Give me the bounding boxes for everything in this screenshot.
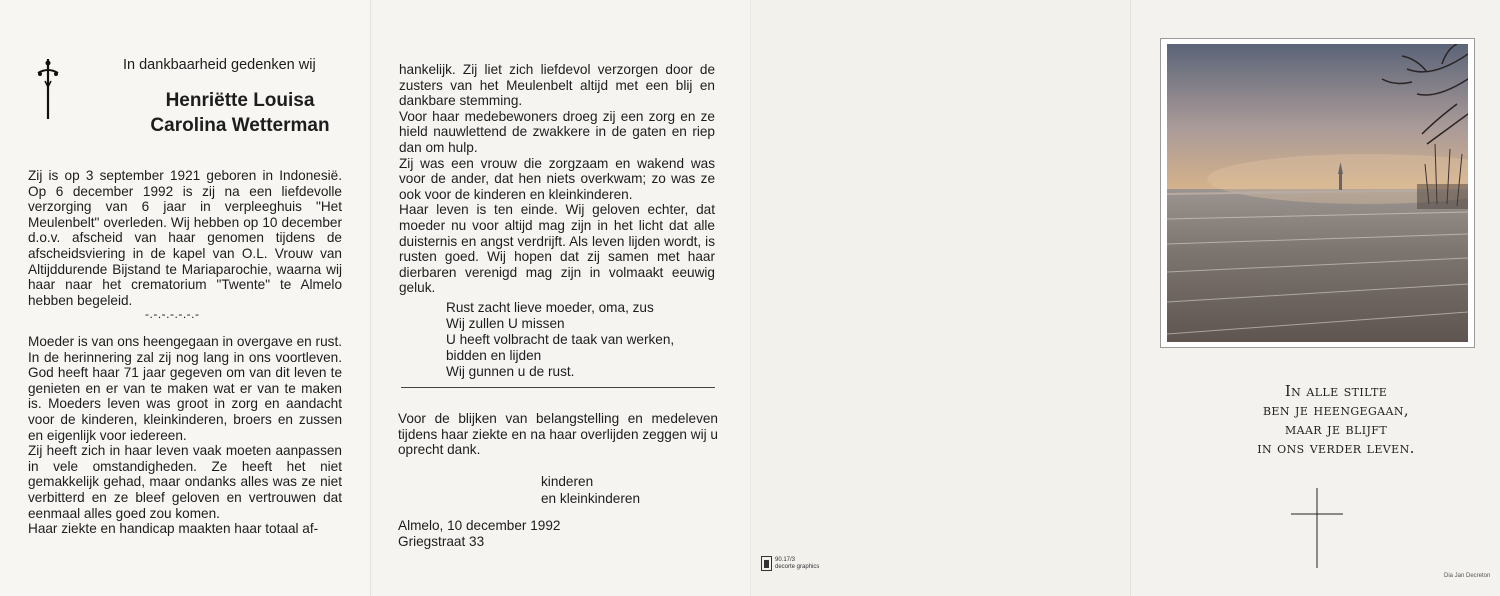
place-and-address [398, 518, 560, 550]
printer-name: decorte graphics [775, 563, 820, 570]
divider-line [401, 387, 715, 388]
verse-line-4: in ons verder leven. [1257, 439, 1415, 457]
text-separator: -.-.-.-.-.-.- [145, 307, 200, 321]
address: Griegstraat 33 [398, 534, 485, 549]
intro-line: In dankbaarheid gedenken wij [123, 57, 316, 73]
residents-paragraph: Voor haar medebewoners droeg zij een zorg en ze hield nauwlettend de zwakkere in de gaten en riep dan om hulp. [399, 108, 715, 155]
crucifix-icon [37, 57, 59, 121]
thanks-paragraph: Voor de blijken van belangstelling en medeleven tijdens haar ziekte en na haar overlijden zeggen wij u oprecht dank. [398, 411, 718, 458]
signature [541, 473, 640, 507]
life-paragraph [28, 168, 342, 308]
printer-text [775, 557, 819, 571]
signature-line: en kleinkinderen [541, 491, 640, 506]
birth-death-paragraph: Zij is op 3 september 1921 geboren in Indonesië. Op 6 december 1992 is zij na een liefdevolle verzorging van 6 jaar in verpleeghuis "Het Meulenbelt" overleden. Wij hebben op 10 december d.o.v. afscheid van haar genomen tijdens de afscheidsviering in de kapel van O.L. Vrouw van Altijddurende Bijstand te Mariaparochie, waarna wij haar naar het crematorium "Twente" te Almelo hebben begeleid. [28, 168, 342, 308]
memory-paragraph: Moeder is van ons heengegaan in overgave en rust. In de herinnering zal zij nog lang in ons voortleven. God heeft haar 71 jaar gegeven om van dit leven te genieten en er van te maken wat er van te maken is. Moeders leven was groot in zorg en aandacht voor de kinderen, kleinkinderen, broers en zussen en eigenlijk voor iedereen. [28, 334, 342, 443]
printer-mark [761, 556, 819, 571]
verse-line-1: In alle stilte [1284, 382, 1388, 400]
deceased-name-line1: Henriëtte Louisa [165, 90, 315, 111]
signature-line: kinderen [541, 474, 594, 489]
winter-field-image [1167, 44, 1468, 342]
photo-frame [1160, 38, 1475, 348]
thanks-text [398, 411, 718, 458]
card-panel-2 [370, 0, 750, 596]
care-paragraph: hankelijk. Zij liet zich liefdevol verzorgen door de zusters van het Meulenbelt altijd met een blij en dankbare stemming. [399, 62, 715, 109]
adaptation-paragraph: Zij heeft zich in haar leven vaak moeten aanpassen in vele omstandigheden. Ze heeft het niet gemakkelijk gehad, maar ondanks alles was ze niet verbitterd en ze bleef geloven en vertrouwen dat eenmaal alles goed zou komen. [28, 443, 342, 521]
card-panel-4-cover [1130, 0, 1500, 596]
poem-line: U heeft volbracht de taak van werken, [446, 332, 675, 347]
card-panel-1 [0, 0, 370, 596]
card-panel-3-blank [750, 0, 1130, 596]
illness-paragraph-start: Haar ziekte en handicap maakten haar totaal af- [28, 521, 319, 537]
photo-credit: Dia Jan Decreton [1444, 573, 1491, 579]
continued-text [399, 62, 715, 296]
poem-line: Rust zacht lieve moeder, oma, zus [446, 300, 654, 315]
poem-line: Wij zullen U missen [446, 316, 565, 331]
caring-woman-paragraph: Zij was een vrouw die zorgzaam en wakend was voor de ander, dat hen niets overkwam; zo was ze ook voor de kinderen en kleinkinderen. [399, 155, 715, 202]
farewell-poem [446, 300, 716, 380]
landscape-photo [1167, 44, 1468, 342]
poem-line: bidden en lijden [446, 348, 542, 363]
place-date: Almelo, 10 december 1992 [398, 518, 561, 533]
cross-icon [1289, 488, 1345, 568]
poem-line: Wij gunnen u de rust. [446, 364, 575, 379]
verse-line-3: maar je blijft [1284, 420, 1388, 438]
memory-text [28, 334, 342, 537]
verse-line-2: ben je heengegaan, [1262, 401, 1410, 419]
faith-paragraph: Haar leven is ten einde. Wij geloven echter, dat moeder nu voor altijd mag zijn in het licht dat alle duisternis en angst verdrijft. Als leven lijden wordt, is rusten goed. Wij hopen dat zij samen met haar dierbaren verenigd mag zijn in volmaakt eeuwig geluk. [399, 202, 715, 296]
printer-logo-icon [761, 556, 772, 571]
deceased-name-line2: Carolina Wetterman [150, 115, 330, 136]
printer-code: 90.17/3 [775, 556, 796, 563]
